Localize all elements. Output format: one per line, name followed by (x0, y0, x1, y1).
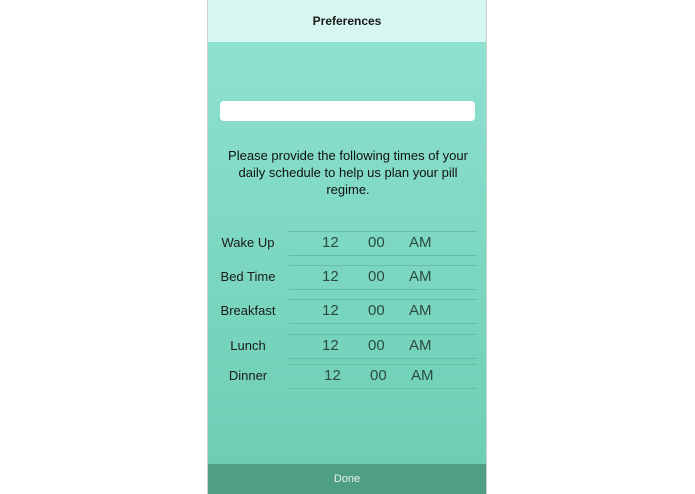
time-row-breakfast (208, 299, 486, 322)
instructions-text: Please provide the following times of your daily schedule to help us plan your pill regime. (228, 148, 468, 197)
hour-value[interactable]: 12 (324, 367, 341, 384)
hour-value[interactable]: 12 (322, 234, 339, 251)
ampm-value[interactable]: AM (409, 337, 432, 354)
hour-value[interactable]: 12 (322, 268, 339, 285)
row-label: Bed Time (220, 269, 276, 284)
hour-value[interactable]: 12 (322, 302, 339, 319)
text-input[interactable] (220, 101, 475, 121)
preferences-screen (207, 0, 487, 494)
time-row-lunch (208, 334, 486, 357)
minute-value[interactable]: 00 (368, 268, 385, 285)
time-row-wake-up (208, 231, 486, 254)
hour-value[interactable]: 12 (322, 337, 339, 354)
page-title: Preferences (312, 14, 382, 28)
time-picker[interactable] (289, 231, 477, 256)
row-label: Breakfast (220, 303, 276, 318)
ampm-value[interactable]: AM (409, 268, 432, 285)
row-label: Lunch (230, 338, 266, 353)
minute-value[interactable]: 00 (368, 234, 385, 251)
time-row-dinner (208, 364, 486, 387)
time-picker[interactable] (289, 265, 477, 290)
time-row-bed-time (208, 265, 486, 288)
ampm-value[interactable]: AM (409, 234, 432, 251)
minute-value[interactable]: 00 (370, 367, 387, 384)
row-label: Dinner (228, 368, 268, 383)
done-button[interactable]: Done (208, 464, 486, 494)
ampm-value[interactable]: AM (409, 302, 432, 319)
ampm-value[interactable]: AM (411, 367, 434, 384)
row-label: Wake Up (221, 235, 275, 250)
time-picker[interactable] (289, 299, 477, 324)
time-picker[interactable] (289, 364, 477, 389)
time-picker[interactable] (289, 334, 477, 359)
minute-value[interactable]: 00 (368, 337, 385, 354)
minute-value[interactable]: 00 (368, 302, 385, 319)
nav-bar (208, 0, 486, 42)
